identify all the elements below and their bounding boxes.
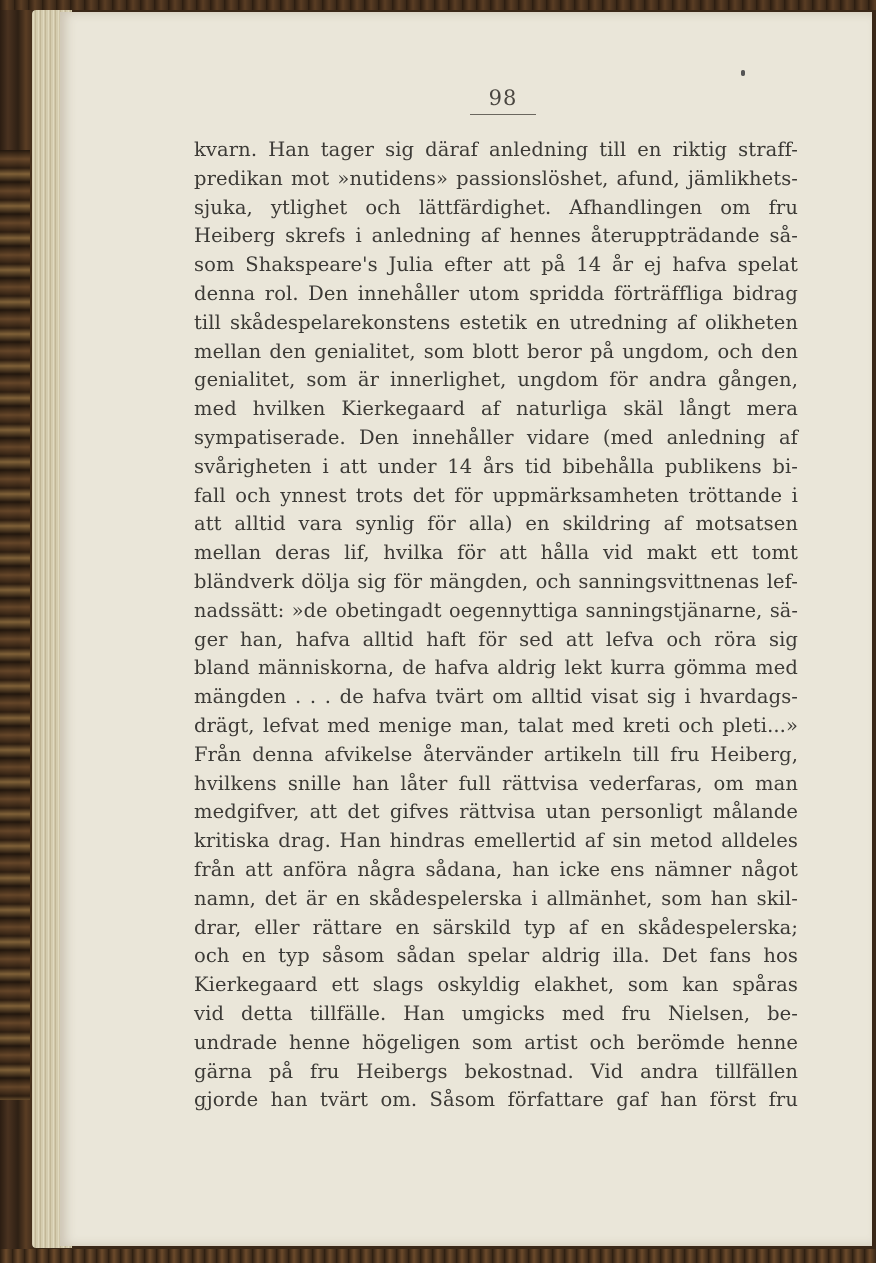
text-line: Från denna afvikelse återvänder artikeln till fru Heiberg, xyxy=(194,742,798,766)
text-line: bländverk dölja sig för mängden, och sanningsvittnenas lef- xyxy=(194,569,798,593)
text-line: svårigheten i att under 14 års tid bibehålla publikens bi- xyxy=(194,454,798,478)
body-text xyxy=(194,136,798,1115)
text-line: kritiska drag. Han hindras emellertid af sin metod alldeles xyxy=(194,829,798,853)
text-line: mellan deras lif, hvilka för att hålla vid makt ett tomt xyxy=(194,541,798,565)
text-line: kvarn. Han tager sig däraf anledning till en riktig straff- xyxy=(194,138,798,161)
cover-marbled-edge xyxy=(0,150,30,1100)
text-line: nadssätt: »de obetingadt oegennyttiga sanningstjänarne, sä- xyxy=(194,598,798,622)
text-line: medgifver, att det gifves rättvisa utan personligt målande xyxy=(194,800,798,824)
page-number: 98 xyxy=(488,86,518,110)
text-line: Kierkegaard ett slags oskyldig elakhet, som kan spåras xyxy=(194,973,798,997)
cover-top-edge xyxy=(0,0,876,10)
text-line: gjorde han tvärt om. Såsom författare gaf han först fru xyxy=(194,1088,798,1112)
text-line: sympatiserade. Den innehåller vidare (med anledning af xyxy=(194,425,798,449)
text-line: och en typ såsom sådan spelar aldrig illa. Det fans hos xyxy=(194,944,798,968)
ink-speck xyxy=(741,70,745,76)
text-line: från att anföra några sådana, han icke ens nämner något xyxy=(194,857,798,881)
text-line: med hvilken Kierkegaard af naturliga skäl långt mera xyxy=(194,397,798,421)
text-line: drar, eller rättare en särskild typ af en skådespelerska; xyxy=(194,915,798,939)
text-line: predikan mot »nutidens» passionslöshet, afund, jämlikhets- xyxy=(194,166,798,190)
text-line: namn, det är en skådespelerska i allmänhet, som han skil- xyxy=(194,886,798,910)
cover-bottom-edge xyxy=(0,1249,876,1263)
text-line: genialitet, som är innerlighet, ungdom för andra gången, xyxy=(194,368,798,392)
text-line: bland människorna, de hafva aldrig lekt kurra gömma med xyxy=(194,656,798,680)
text-line: till skådespelarekonstens estetik en utredning af olikheten xyxy=(194,310,798,334)
text-line: som Shakspeare's Julia efter att på 14 år ej hafva spelat xyxy=(194,253,798,277)
text-line: ger han, hafva alltid haft för sed att lefva och röra sig xyxy=(194,627,798,651)
text-line: sjuka, ytlighet och lättfärdighet. Afhandlingen om fru xyxy=(194,195,798,219)
text-line: att alltid vara synlig för alla) en skildring af motsatsen xyxy=(194,512,798,536)
text-line: hvilkens snille han låter full rättvisa vederfaras, om man xyxy=(194,771,798,795)
text-line: gärna på fru Heibergs bekostnad. Vid andra tillfällen xyxy=(194,1059,798,1083)
text-line: mängden . . . de hafva tvärt om alltid visat sig i hvardags- xyxy=(194,685,798,709)
text-line: mellan den genialitet, som blott beror på ungdom, och den xyxy=(194,339,798,363)
text-line: Heiberg skrefs i anledning af hennes återuppträdande så- xyxy=(194,224,798,248)
page-number-rule xyxy=(470,114,536,115)
text-line: vid detta tillfälle. Han umgicks med fru Nielsen, be- xyxy=(194,1001,798,1025)
text-line: drägt, lefvat med menige man, talat med kreti och pleti...» xyxy=(194,713,798,737)
text-line: denna rol. Den innehåller utom spridda förträffliga bidrag xyxy=(194,281,798,305)
text-line: undrade henne högeligen som artist och berömde henne xyxy=(194,1030,798,1054)
text-line: fall och ynnest trots det för uppmärksamheten tröttande i xyxy=(194,483,798,507)
